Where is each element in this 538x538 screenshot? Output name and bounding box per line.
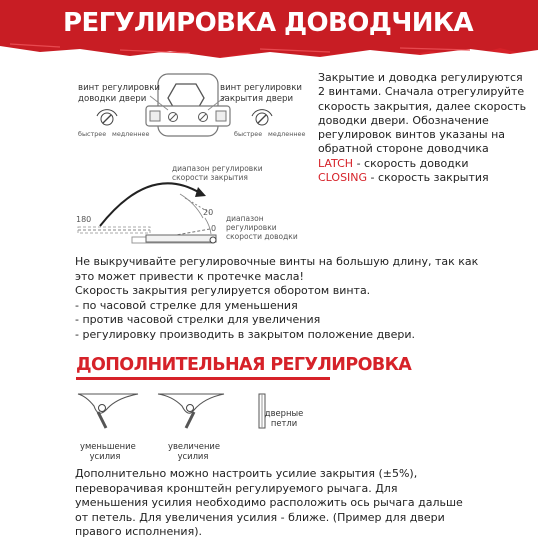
left-screw-label-line2: доводки двери bbox=[78, 94, 147, 104]
instructions-main: Закрытие и доводка регулируются 2 винтами. Сначала отрегулируйте скорость закрытия, далее скорость доводки двери. Обозначение регулировок винтов указаны на обратной стороне доводчика bbox=[318, 71, 527, 156]
closing-range-label-line1: диапазон регулировки bbox=[172, 164, 263, 173]
caption-increase-line2: усилия bbox=[177, 451, 209, 461]
right-screw-label-line1: винт регулировки bbox=[220, 83, 302, 93]
left-faster-label: быстрее bbox=[78, 130, 107, 138]
latch-range-label-line1: диапазон bbox=[226, 214, 264, 223]
closing-range-label-line2: скорости закрытия bbox=[172, 173, 248, 182]
bottom-paragraph bbox=[75, 467, 535, 538]
latch-keyword: LATCH bbox=[318, 156, 354, 170]
warning-paragraph bbox=[75, 255, 535, 343]
bottom-line: от петель. Для увеличения усилия - ближе. (Пример для двери bbox=[75, 510, 445, 524]
left-slower-label: медленнее bbox=[112, 130, 150, 138]
caption-increase-line1: увеличение bbox=[168, 441, 221, 451]
warning-line: Не выкручивайте регулировочные винты на большую длину, так как bbox=[75, 255, 479, 268]
warning-line: Скорость закрытия регулируется оборотом винта. bbox=[75, 284, 371, 298]
angle-20-label: 20 bbox=[203, 208, 214, 217]
warning-line: - против часовой стрелки для увеличения bbox=[75, 313, 321, 327]
caption-hinges-line2: петли bbox=[270, 418, 298, 428]
angle-180-label: 180 bbox=[76, 215, 92, 224]
bottom-line: правого исполнения). bbox=[75, 525, 202, 538]
header-banner bbox=[0, 0, 538, 62]
angle-0-label: 0 bbox=[211, 224, 217, 233]
right-screw-label-line2: закрытия двери bbox=[220, 94, 294, 104]
bottom-line: уменьшения усилия необходимо расположить ось рычага дальше bbox=[75, 496, 463, 510]
caption-decrease-line1: уменьшение bbox=[80, 441, 136, 451]
caption-decrease-line2: усилия bbox=[89, 451, 121, 461]
left-screw-label-line1: винт регулировки bbox=[78, 83, 160, 93]
page-title: РЕГУЛИРОВКА ДОВОДЧИКА bbox=[63, 8, 474, 38]
caption-hinges-line1: дверные bbox=[264, 408, 304, 418]
warning-line: - по часовой стрелке для уменьшения bbox=[75, 298, 298, 312]
bottom-line: переворачивая кронштейн регулируемого рычага. Для bbox=[75, 481, 398, 495]
latch-description: - скорость доводки bbox=[353, 156, 469, 170]
closing-keyword: CLOSING bbox=[318, 171, 368, 185]
instructions-text bbox=[318, 71, 533, 185]
latch-range-label-line2: регулировки bbox=[226, 223, 277, 232]
right-slower-label: медленнее bbox=[268, 130, 306, 138]
bracket-adjustment-drawings bbox=[76, 388, 276, 443]
section-heading-additional: ДОПОЛНИТЕЛЬНАЯ РЕГУЛИРОВКА bbox=[76, 355, 412, 375]
right-faster-label: быстрее bbox=[234, 130, 263, 138]
section-heading-underline bbox=[76, 377, 330, 380]
closing-description: - скорость закрытия bbox=[367, 171, 489, 185]
warning-line: это может привести к протечке масла! bbox=[75, 269, 304, 283]
warning-line: - регулировку производить в закрытом положение двери. bbox=[75, 327, 416, 341]
latch-range-label-line3: скорости доводки bbox=[226, 232, 298, 241]
bottom-line: Дополнительно можно настроить усилие закрытия (±5%), bbox=[75, 467, 418, 480]
